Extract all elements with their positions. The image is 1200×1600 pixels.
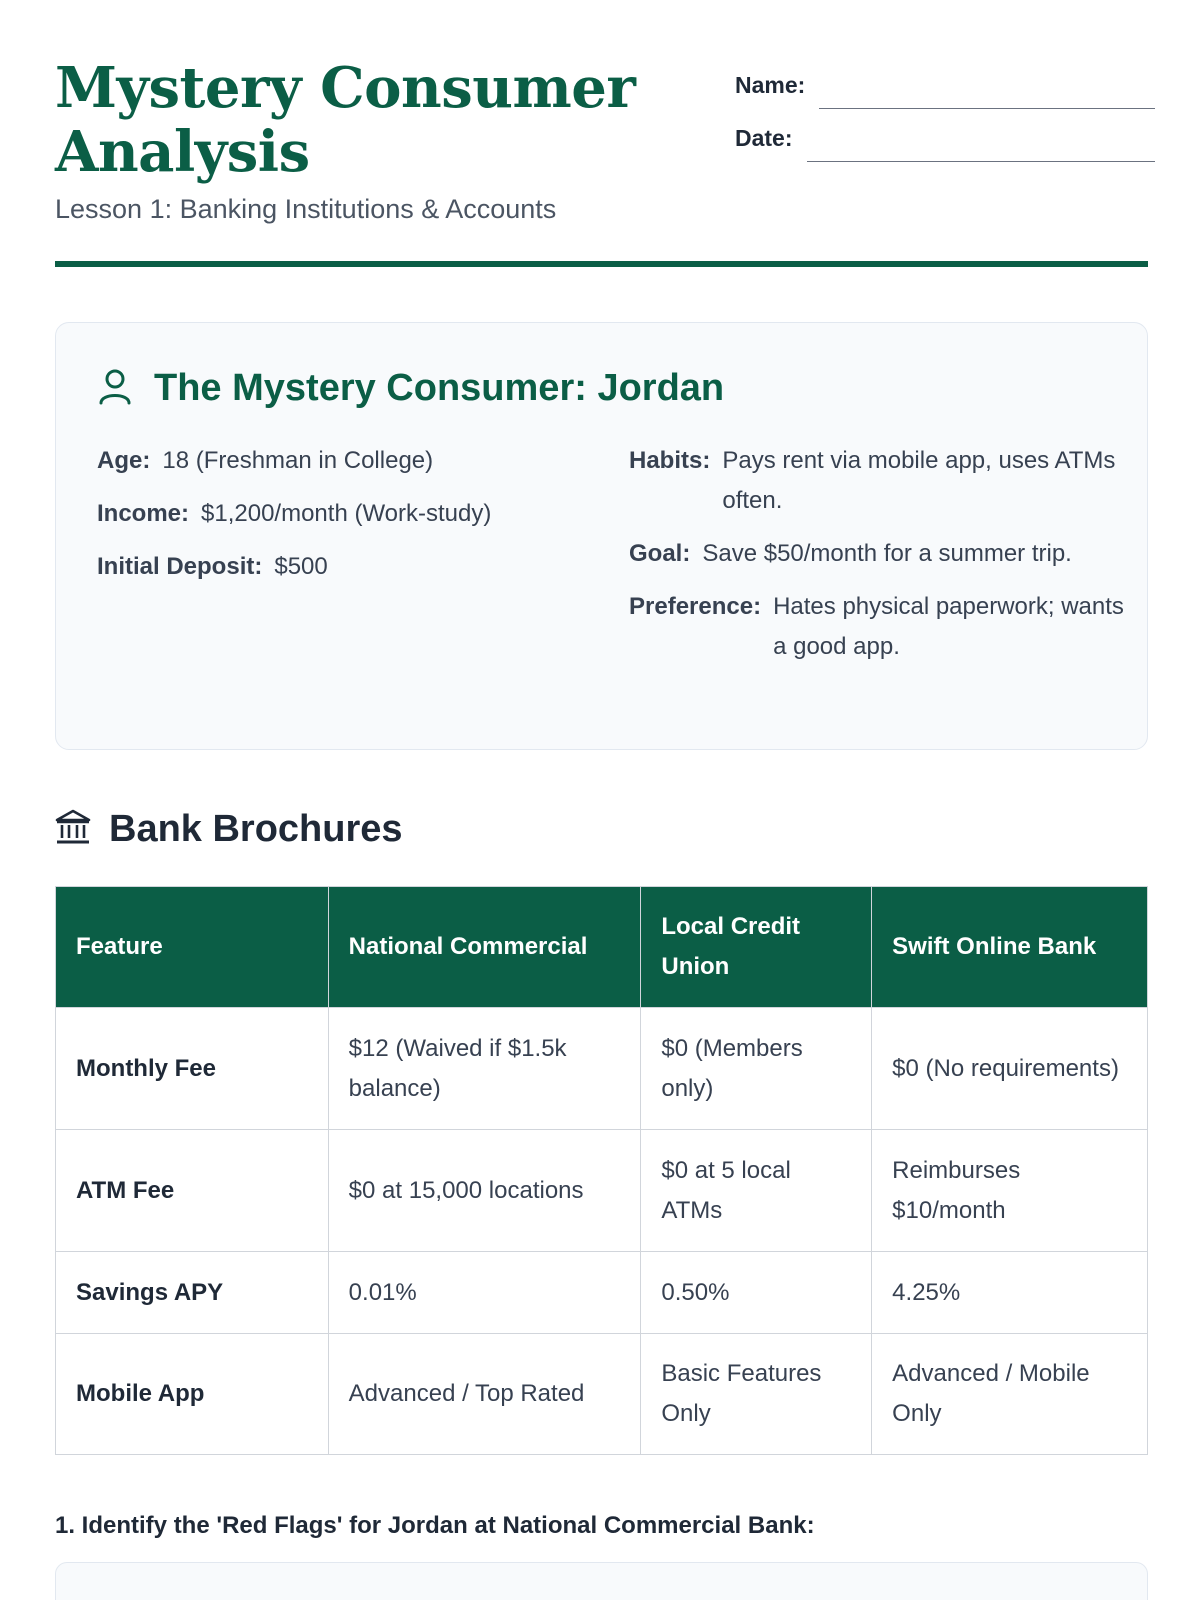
detail-value: $1,200/month (Work-study): [201, 500, 492, 527]
table-cell: 4.25%: [872, 1252, 1148, 1334]
answer-box-1[interactable]: [55, 1562, 1148, 1600]
table-cell: Basic Features Only: [641, 1334, 872, 1455]
detail-row: [629, 441, 1124, 521]
column-header: Swift Online Bank: [872, 887, 1148, 1008]
detail-label: Income:: [97, 500, 190, 527]
user-icon: [98, 367, 132, 410]
consumer-details-right: [629, 441, 1124, 680]
worksheet-header: [55, 56, 1148, 268]
detail-label: Age:: [97, 447, 151, 474]
feature-cell: Mobile App: [56, 1334, 329, 1455]
date-field[interactable]: [807, 126, 1155, 162]
consumer-title: The Mystery Consumer: Jordan: [154, 367, 725, 409]
page-title: Mystery Consumer Analysis: [55, 55, 636, 185]
name-field[interactable]: [819, 73, 1155, 109]
brochures-heading: [55, 808, 403, 851]
detail-row: [629, 587, 1124, 667]
detail-label: Initial Deposit:: [97, 553, 263, 580]
column-header: Feature: [56, 887, 329, 1008]
detail-label: Preference:: [629, 593, 762, 620]
detail-row: [97, 494, 597, 534]
table-row: [56, 1252, 1148, 1334]
table-cell: $0 at 5 local ATMs: [641, 1130, 872, 1252]
consumer-details-left: [97, 441, 597, 600]
detail-row: [97, 547, 597, 587]
table-cell: $0 (No requirements): [872, 1008, 1148, 1130]
bank-comparison-table: [55, 886, 1148, 1455]
page-subtitle: Lesson 1: Banking Institutions & Accounts: [55, 194, 557, 224]
detail-row: [629, 534, 1124, 574]
feature-cell: ATM Fee: [56, 1130, 329, 1252]
detail-value: Save $50/month for a summer trip.: [702, 540, 1072, 567]
header-divider: [55, 261, 1148, 267]
detail-row: [97, 441, 597, 481]
table-cell: $0 at 15,000 locations: [328, 1130, 641, 1252]
feature-cell: Savings APY: [56, 1252, 329, 1334]
date-label: Date:: [735, 125, 793, 151]
table-cell: 0.01%: [328, 1252, 641, 1334]
table-cell: $12 (Waived if $1.5k balance): [328, 1008, 641, 1130]
name-row: [735, 56, 1155, 109]
brochures-title: Bank Brochures: [109, 808, 403, 850]
detail-label: Goal:: [629, 540, 691, 567]
table-cell: Reimburses $10/month: [872, 1130, 1148, 1252]
name-label: Name:: [735, 72, 806, 98]
table-cell: $0 (Members only): [641, 1008, 872, 1130]
student-info: [735, 56, 1155, 162]
detail-value: 18 (Freshman in College): [162, 447, 434, 474]
date-row: [735, 109, 1155, 162]
table-row: [56, 1334, 1148, 1455]
bank-icon: [55, 808, 91, 851]
table-row: [56, 1008, 1148, 1130]
detail-label: Habits:: [629, 447, 711, 474]
table-header-row: [56, 887, 1148, 1008]
consumer-card-title: [98, 367, 724, 410]
detail-value: $500: [274, 553, 328, 580]
detail-value: Pays rent via mobile app, uses ATMs often.: [722, 447, 1116, 514]
feature-cell: Monthly Fee: [56, 1008, 329, 1130]
consumer-card: [55, 322, 1148, 750]
table-row: [56, 1130, 1148, 1252]
column-header: National Commercial: [328, 887, 641, 1008]
table-cell: Advanced / Mobile Only: [872, 1334, 1148, 1455]
detail-value: Hates physical paperwork; wants a good app.: [773, 593, 1124, 660]
column-header: Local Credit Union: [641, 887, 872, 1008]
table-cell: 0.50%: [641, 1252, 872, 1334]
question-1: 1. Identify the 'Red Flags' for Jordan at National Commercial Bank:: [55, 1512, 815, 1539]
table-cell: Advanced / Top Rated: [328, 1334, 641, 1455]
